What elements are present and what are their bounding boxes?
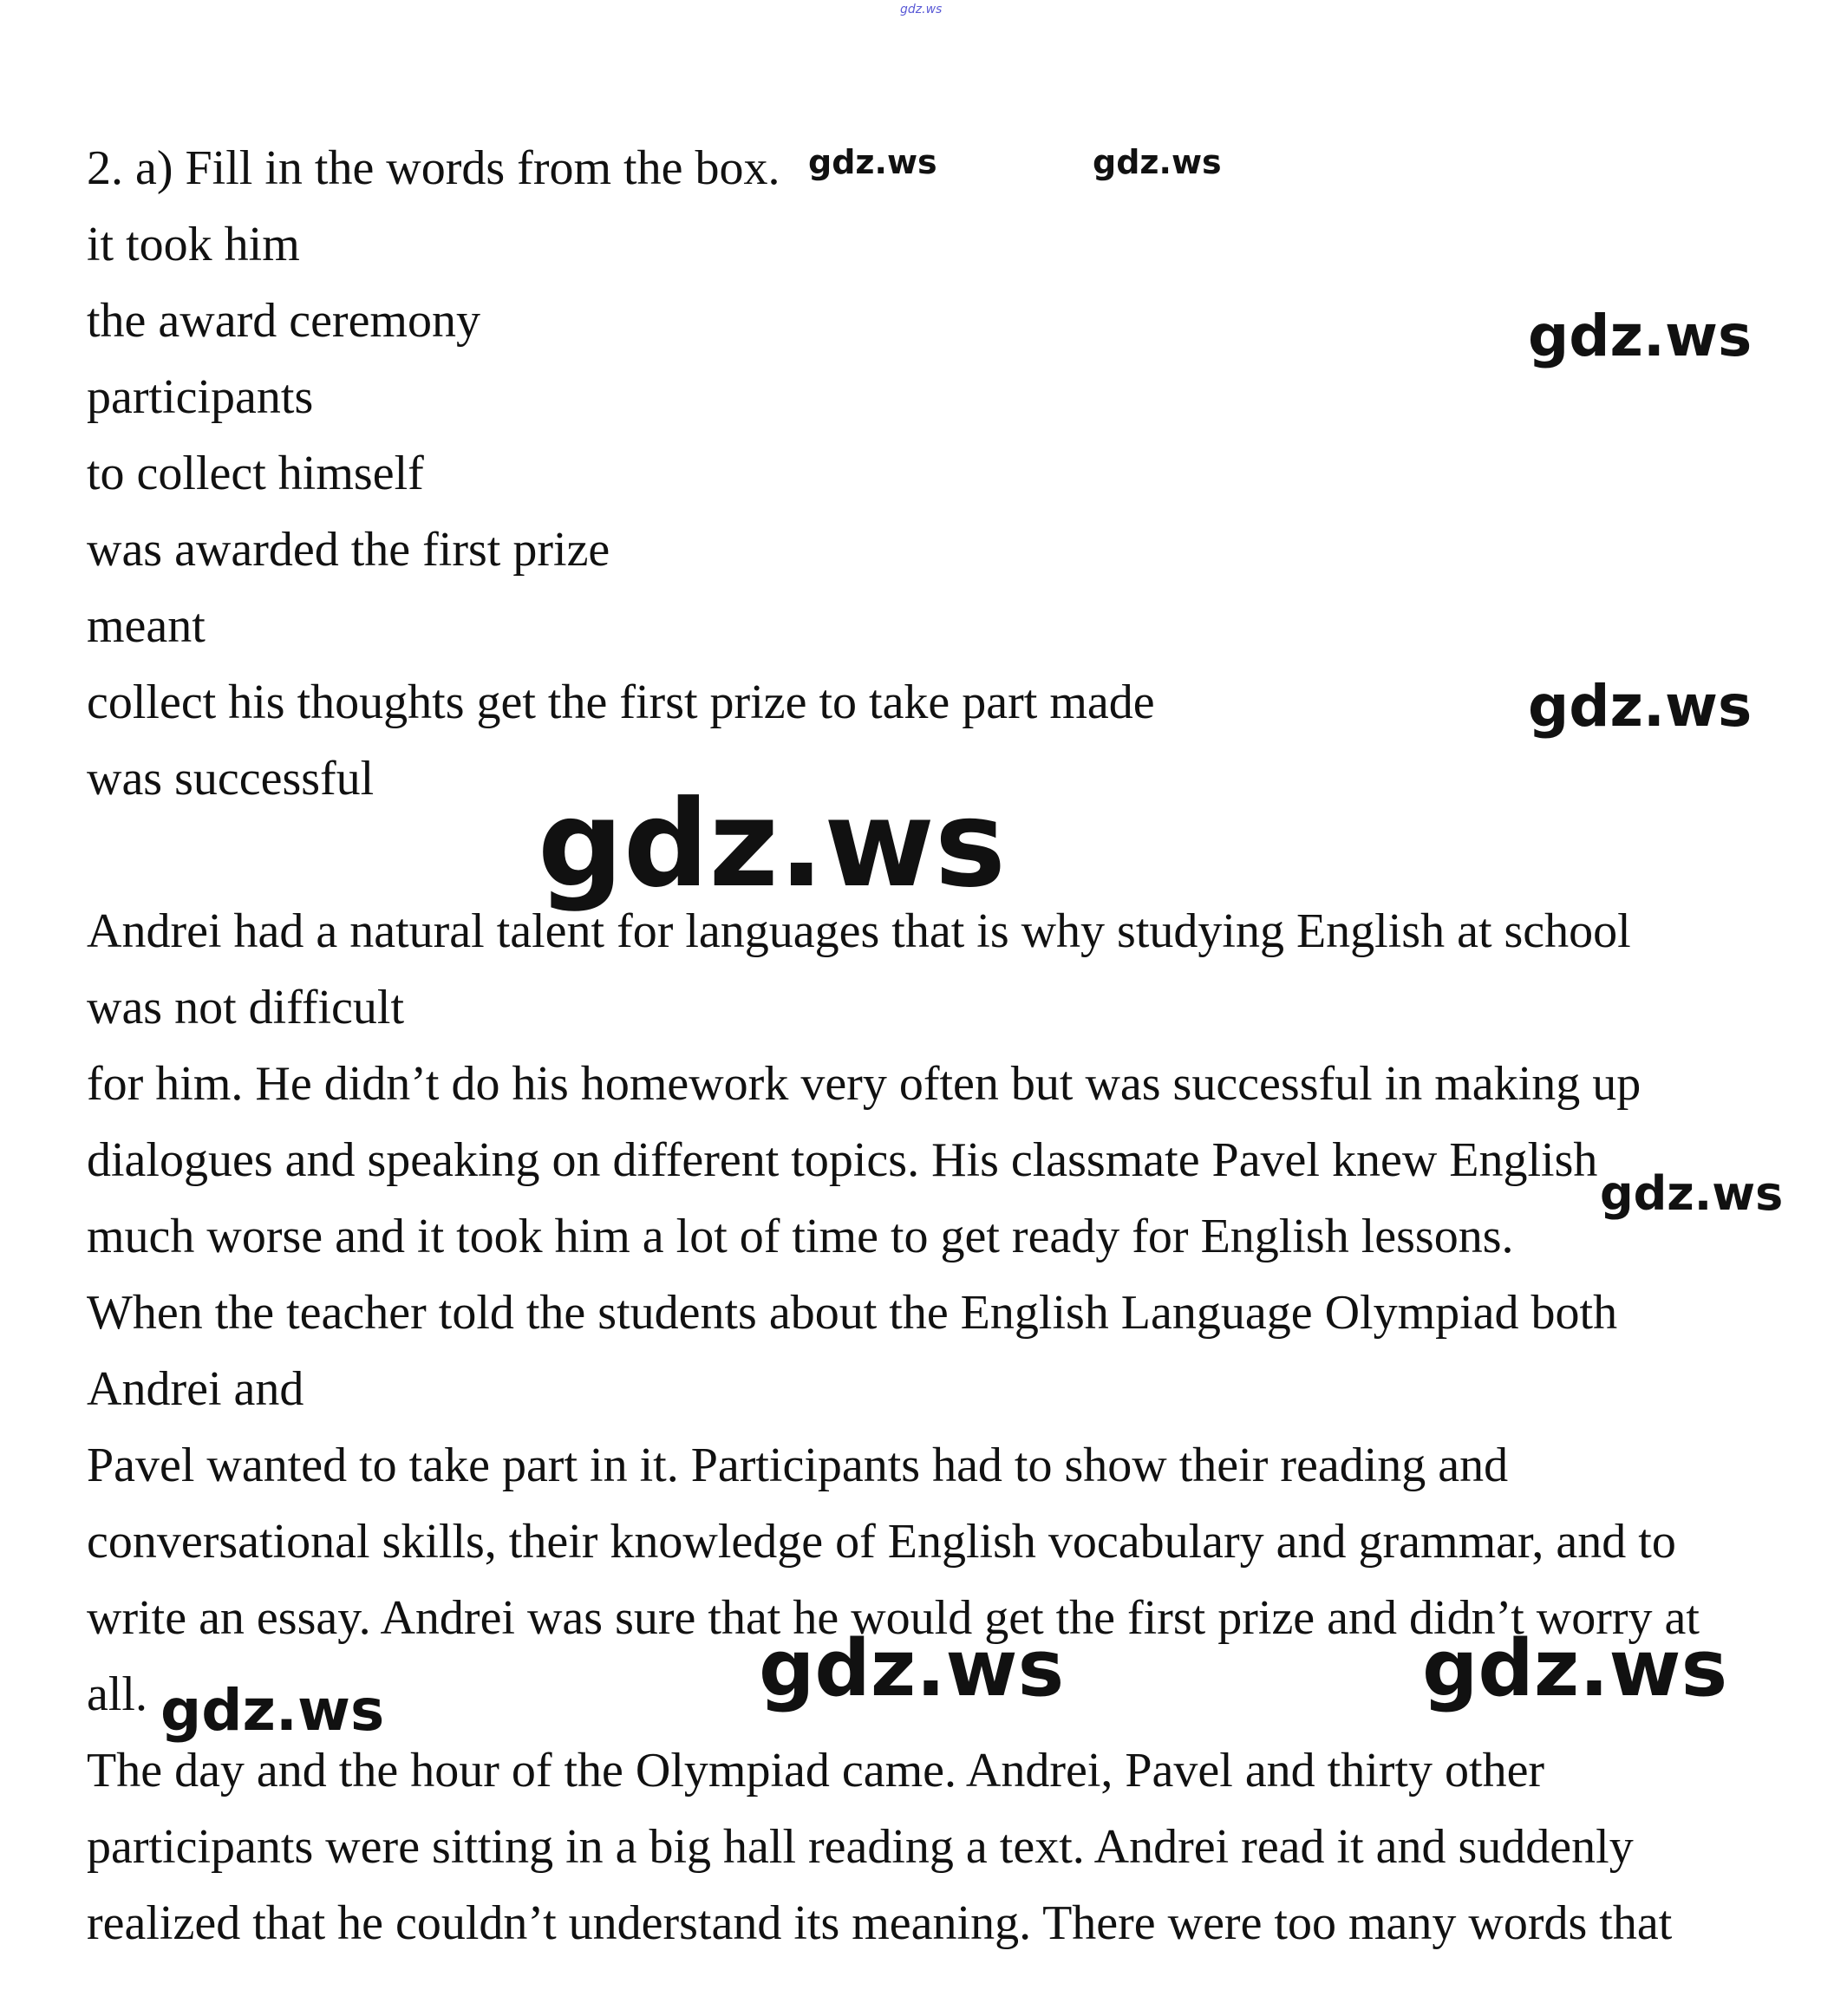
watermark: gdz.ws xyxy=(538,774,1006,914)
text-line: dialogues and speaking on different topics. His classmate Pavel knew English xyxy=(87,1133,1598,1187)
box-word: it took him xyxy=(87,218,300,271)
header-watermark: gdz.ws xyxy=(900,3,943,16)
text-line: When the teacher told the students about the English Language Olympiad both xyxy=(87,1286,1618,1340)
text-line: Pavel wanted to take part in it. Participants had to show their reading and xyxy=(87,1439,1509,1492)
text-line: The day and the hour of the Olympiad came. Andrei, Pavel and thirty other xyxy=(87,1744,1545,1797)
box-word: participants xyxy=(87,370,314,424)
box-word: was awarded the first prize xyxy=(87,523,610,577)
watermark: gdz.ws xyxy=(759,1623,1065,1714)
exercise-heading: 2. a) Fill in the words from the box. xyxy=(87,141,780,195)
text-line: was not difficult xyxy=(87,981,405,1034)
watermark: gdz.ws xyxy=(160,1677,385,1744)
box-word: the award ceremony xyxy=(87,294,480,348)
watermark: gdz.ws xyxy=(1422,1623,1728,1714)
watermark: gdz.ws xyxy=(1600,1166,1784,1221)
watermark: gdz.ws xyxy=(1093,143,1222,181)
story-text xyxy=(87,893,1804,1961)
text-line: write an essay. Andrei was sure that he would get the first prize and didn’t worry at xyxy=(87,1591,1700,1645)
text-line: Andrei had a natural talent for languages that is why studying English at school xyxy=(87,904,1631,958)
watermark: gdz.ws xyxy=(1528,303,1752,369)
watermark: gdz.ws xyxy=(1528,673,1752,740)
text-line: participants were sitting in a big hall reading a text. Andrei read it and suddenly xyxy=(87,1820,1634,1874)
text-line: for him. He didn’t do his homework very often but was successful in making up xyxy=(87,1057,1641,1111)
text-line: all. xyxy=(87,1667,147,1721)
box-word: meant xyxy=(87,599,206,653)
box-word: collect his thoughts get the first prize to take part made xyxy=(87,675,1155,729)
box-word: to collect himself xyxy=(87,447,424,500)
text-line: conversational skills, their knowledge of English vocabulary and grammar, and to xyxy=(87,1515,1676,1569)
box-word: was successful xyxy=(87,752,375,806)
text-line: much worse and it took him a lot of time to get ready for English lessons. xyxy=(87,1210,1514,1263)
text-line: Andrei and xyxy=(87,1362,304,1416)
text-line: realized that he couldn’t understand its meaning. There were too many words that xyxy=(87,1896,1673,1950)
watermark: gdz.ws xyxy=(808,143,937,181)
